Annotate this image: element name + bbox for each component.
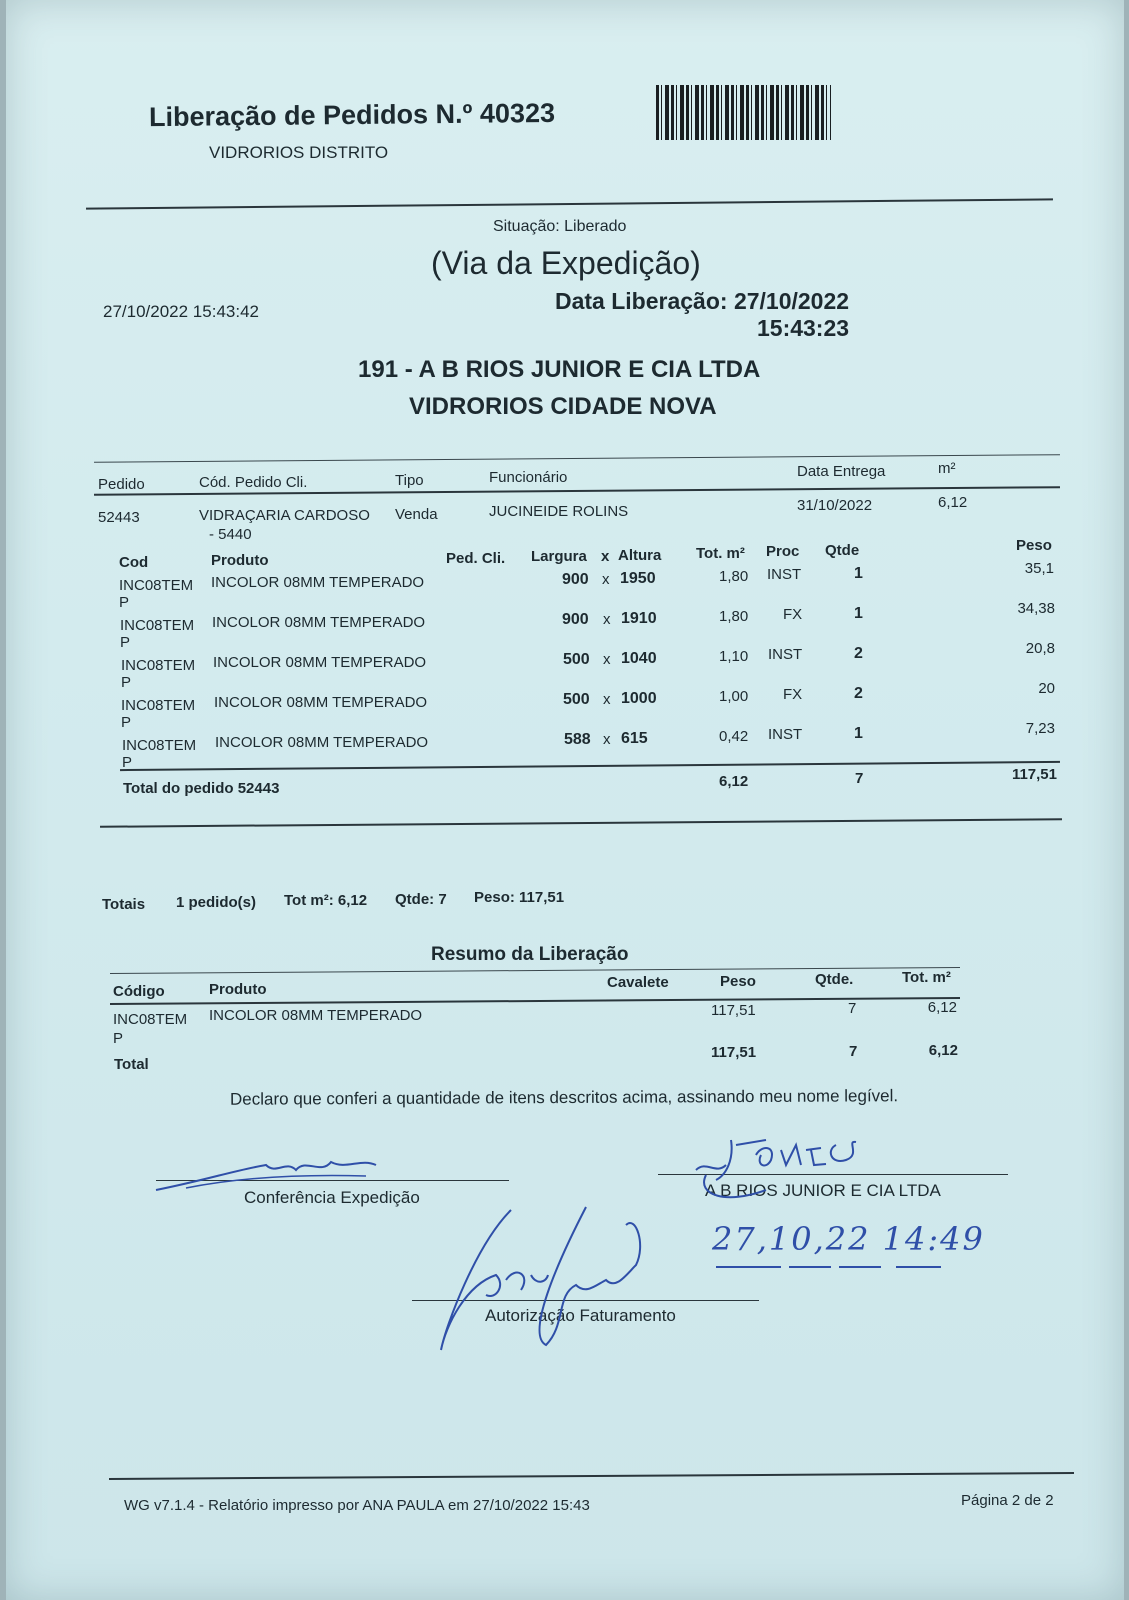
item-cod: INC08TEM: [122, 737, 197, 754]
item-largura: 900: [562, 571, 589, 588]
order-total-label: Total do pedido 52443: [123, 780, 280, 797]
item-cod-cont: P: [120, 634, 131, 651]
cliente-label: A B RIOS JUNIOR E CIA LTDA: [705, 1181, 941, 1200]
item-qtde: 1: [854, 725, 863, 742]
footer-printed-by: WG v7.1.4 - Relatório impresso por ANA PAULA em 27/10/2022 15:43: [124, 1497, 590, 1514]
item-proc: INST: [768, 646, 803, 663]
item-qtde: 2: [854, 645, 863, 662]
resumo-produto: INCOLOR 08MM TEMPERADO: [209, 1007, 423, 1024]
item-tot-m2: 0,42: [719, 728, 749, 745]
totais-m2: Tot m²: 6,12: [284, 892, 368, 909]
resumo-total-peso: 117,51: [711, 1044, 757, 1061]
item-cod-cont: P: [121, 714, 132, 731]
item-tot-m2: 1,80: [719, 608, 749, 625]
item-peso: 34,38: [1017, 600, 1055, 617]
item-cod-cont: P: [122, 754, 133, 771]
header-divider: [86, 198, 1053, 209]
item-peso: 20: [1038, 680, 1055, 697]
item-peso: 35,1: [1024, 560, 1054, 577]
item-tot-m2: 1,10: [719, 648, 749, 665]
resumo-col-peso: Peso: [720, 973, 756, 990]
item-peso: 20,8: [1025, 640, 1055, 657]
col-cod-pedido-cli: Cód. Pedido Cli.: [199, 474, 308, 491]
date-underline: [711, 1262, 981, 1272]
client-name: 191 - A B RIOS JUNIOR E CIA LTDA: [358, 356, 761, 383]
item-cod: INC08TEM: [119, 577, 194, 594]
items-total-rule: [120, 761, 1060, 771]
barcode: [656, 85, 831, 140]
items-col-cod: Cod: [119, 554, 149, 571]
item-x: x: [602, 571, 610, 588]
item-proc: FX: [783, 686, 803, 703]
col-pedido: Pedido: [98, 476, 145, 493]
item-cod: INC08TEM: [121, 657, 196, 674]
resumo-total-label: Total: [114, 1056, 149, 1073]
items-col-tot-m2: Tot. m²: [696, 545, 745, 562]
item-produto: INCOLOR 08MM TEMPERADO: [211, 574, 425, 591]
col-tipo: Tipo: [395, 472, 424, 489]
item-altura: 1040: [621, 650, 657, 667]
item-largura: 588: [564, 731, 591, 748]
resumo-col-cavalete: Cavalete: [607, 974, 669, 991]
item-produto: INCOLOR 08MM TEMPERADO: [213, 654, 427, 671]
resumo-codigo: INC08TEM: [113, 1011, 188, 1028]
items-col-altura: Altura: [618, 547, 662, 564]
pedido-value: 52443: [98, 509, 140, 526]
item-tot-m2: 1,00: [719, 688, 749, 705]
item-tot-m2: 1,80: [719, 568, 749, 585]
item-altura: 615: [621, 730, 648, 747]
data-entrega-value: 31/10/2022: [797, 497, 873, 514]
cod-pedido-cli-value: VIDRAÇARIA CARDOSO: [199, 507, 370, 524]
autorizacao-signature: [436, 1205, 666, 1355]
item-produto: INCOLOR 08MM TEMPERADO: [212, 614, 426, 631]
items-col-produto: Produto: [211, 552, 269, 569]
cliente-signature: [686, 1120, 916, 1210]
item-qtde: 1: [854, 605, 863, 622]
items-col-ped-cli: Ped. Cli.: [446, 550, 506, 567]
items-col-qtde: Qtde: [825, 542, 860, 559]
totais-pedidos: 1 pedido(s): [176, 894, 257, 911]
company-name: VIDRORIOS DISTRITO: [209, 143, 389, 162]
items-col-proc: Proc: [766, 543, 800, 560]
col-data-entrega: Data Entrega: [797, 463, 886, 480]
funcionario-value: JUCINEIDE ROLINS: [489, 503, 629, 520]
order-total-qtde: 7: [855, 770, 864, 787]
totais-label: Totais: [102, 896, 146, 913]
resumo-qtde: 7: [848, 1000, 857, 1017]
resumo-tot-m2: 6,12: [927, 999, 957, 1016]
resumo-total-m2: 6,12: [928, 1042, 958, 1059]
declaration-text: Declaro que conferi a quantidade de itens descritos acima, assinando meu nome legível.: [229, 1086, 899, 1109]
client-store: VIDRORIOS CIDADE NOVA: [409, 393, 717, 420]
col-m2: m²: [938, 460, 956, 477]
resumo-col-produto: Produto: [209, 981, 267, 998]
resumo-title: Resumo da Liberação: [431, 944, 629, 965]
footer-rule: [109, 1472, 1074, 1480]
item-altura: 1000: [621, 690, 657, 707]
item-proc: INST: [768, 726, 803, 743]
item-x: x: [603, 691, 611, 708]
m2-value: 6,12: [938, 494, 968, 511]
order-section-end-rule: [100, 818, 1062, 828]
resumo-col-tot-m2: Tot. m²: [902, 969, 951, 986]
footer-page-number: Página 2 de 2: [961, 1492, 1054, 1509]
item-cod-cont: P: [119, 594, 130, 611]
item-altura: 1950: [620, 570, 656, 587]
item-x: x: [603, 651, 611, 668]
item-proc: FX: [783, 606, 803, 623]
item-x: x: [603, 611, 611, 628]
resumo-header-rule: [110, 997, 960, 1005]
totais-qtde: Qtde: 7: [395, 891, 447, 908]
print-datetime: 27/10/2022 15:43:42: [103, 302, 259, 321]
order-total-m2: 6,12: [719, 773, 749, 790]
copy-label: (Via da Expedição): [431, 245, 701, 281]
status-label: Situação: Liberado: [493, 218, 627, 235]
item-cod-cont: P: [121, 674, 132, 691]
conferencia-label: Conferência Expedição: [244, 1188, 420, 1207]
item-qtde: 1: [854, 565, 863, 582]
item-qtde: 2: [854, 685, 863, 702]
autorizacao-label: Autorização Faturamento: [485, 1306, 676, 1325]
release-time: 15:43:23: [756, 315, 850, 341]
item-proc: INST: [767, 566, 802, 583]
release-date: [555, 288, 849, 342]
resumo-col-codigo: Código: [113, 983, 165, 1000]
order-table-top-rule: [94, 454, 1060, 463]
resumo-codigo-cont: P: [113, 1030, 124, 1047]
items-col-peso: Peso: [1016, 537, 1052, 554]
resumo-peso: 117,51: [711, 1002, 756, 1019]
item-produto: INCOLOR 08MM TEMPERADO: [215, 734, 429, 751]
item-peso: 7,23: [1025, 720, 1055, 737]
item-largura: 900: [562, 611, 589, 628]
order-total-peso: 117,51: [1011, 766, 1057, 783]
cod-pedido-cli-value-2: - 5440: [209, 526, 252, 543]
document-title: Liberação de Pedidos N.º 40323: [148, 97, 556, 133]
totais-peso: Peso: 117,51: [474, 889, 565, 906]
items-col-largura: Largura: [531, 548, 587, 565]
release-date-label: Data Liberação: 27/10/2022: [555, 288, 850, 314]
resumo-col-qtde: Qtde.: [815, 971, 854, 988]
document-page: [6, 0, 1124, 1600]
tipo-value: Venda: [395, 506, 438, 523]
item-cod: INC08TEM: [121, 697, 196, 714]
handwritten-date: 27,10,22 14:49: [712, 1220, 985, 1258]
item-largura: 500: [563, 651, 590, 668]
item-largura: 500: [563, 691, 590, 708]
item-cod: INC08TEM: [120, 617, 195, 634]
items-col-x: x: [601, 548, 610, 565]
col-funcionario: Funcionário: [489, 469, 568, 486]
resumo-total-qtde: 7: [849, 1043, 858, 1060]
item-altura: 1910: [621, 610, 657, 627]
conferencia-signature: [146, 1150, 386, 1200]
item-produto: INCOLOR 08MM TEMPERADO: [214, 694, 428, 711]
item-x: x: [603, 731, 611, 748]
